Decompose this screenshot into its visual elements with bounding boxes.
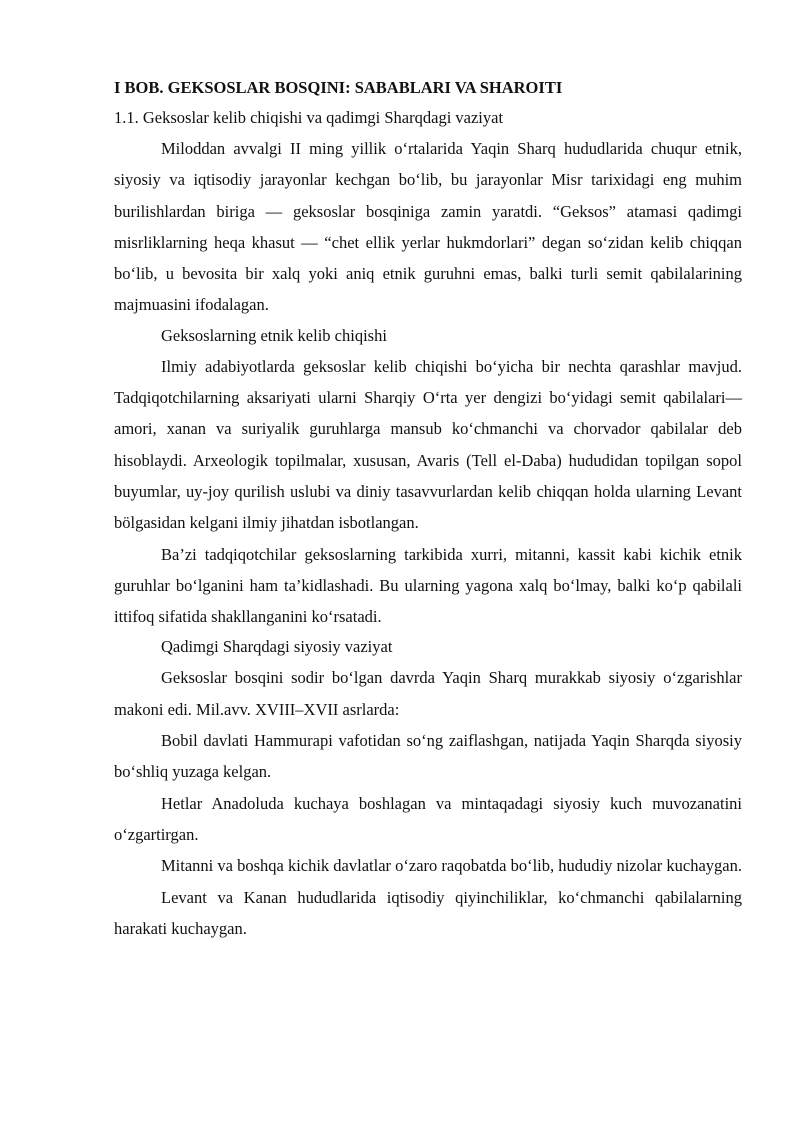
paragraph-intro: Miloddan avvalgi II ming yillik o‘rtalarida Yaqin Sharq hududlarida chuqur etnik, siyosiy va iqtisodiy jarayonlar kechgan bo‘lib, bu jarayonlar Misr tarixidagi eng muhim burilishlardan biriga — geksoslar bosqiniga zamin yaratdi. “Geksos” atamasi qadimgi misrliklarning heqa khasut — “chet ellik yerlar hukmdorlari” degan so‘zidan kelib chiqqan bo‘lib, u bevosita bir xalq yoki aniq etnik guruhni emas, balki turli semit qabilalarining majmuasini ifodalagan.: [114, 139, 742, 315]
paragraph-scholarly-views: Ilmiy adabiyotlarda geksoslar kelib chiqishi bo‘yicha bir nechta qarashlar mavjud. Tadqiqotchilarning aksariyati ularni Sharqiy O‘rta yer dengizi bo‘yidagi semit qabilalari— amori, xanan va suriyalik guruhlarga mansub ko‘chmanchi va chorvador qabilalar deb hisoblaydi. Arxeologik topilmalar, xususan, Avaris (Tell el-Daba) hududidan topilgan sopol buyumlar, uy-joy qurilish uslubi va diniy tasavvurlardan kelib chiqqan holda ularning Levant bölgasidan kelgani ilmiy jihatdan isbotlangan.: [114, 356, 742, 533]
subtitle-political-situation: Qadimgi Sharqdagi siyosiy vaziyat: [161, 637, 393, 657]
paragraph-political-intro: Geksoslar bosqini sodir bo‘lgan davrda Yaqin Sharq murakkab siyosiy o‘zgarishlar makoni edi. Mil.avv. XVIII–XVII asrlarda:: [114, 668, 742, 719]
chapter-title: I BOB. GEKSOSLAR BOSQINI: SABABLARI VA SHAROITI: [114, 78, 563, 97]
paragraph-babylon: Bobil davlati Hammurapi vafotidan so‘ng zaiflashgan, natijada Yaqin Sharqda siyosiy bo‘shliq yuzaga kelgan.: [114, 731, 742, 782]
paragraph-ethnic-groups: Ba’zi tadqiqotchilar geksoslarning tarkibida xurri, mitanni, kassit kabi kichik etnik guruhlar bo‘lganini ham ta’kidlashadi. Bu ularning yagona xalq bo‘lmay, balki ko‘p qabilali ittifoq sifatida shakllanganini ko‘rsatadi.: [114, 544, 742, 627]
subtitle-ethnic-origin: Geksoslarning etnik kelib chiqishi: [161, 325, 387, 345]
section-title: 1.1. Geksoslar kelib chiqishi va qadimgi Sharqdagi vaziyat: [114, 108, 504, 127]
document-page: [114, 73, 742, 944]
paragraph-mitanni: Mitanni va boshqa kichik davlatlar o‘zaro raqobatda bo‘lib, hududiy nizolar kuchaygan.: [161, 856, 742, 876]
paragraph-hittites: Hetlar Anadoluda kuchaya boshlagan va mintaqadagi siyosiy kuch muvozanatini o‘zgartirgan.: [114, 793, 742, 844]
paragraph-levant: Levant va Kanan hududlarida iqtisodiy qiyinchiliklar, ko‘chmanchi qabilalarning harakati kuchaygan.: [114, 887, 742, 938]
